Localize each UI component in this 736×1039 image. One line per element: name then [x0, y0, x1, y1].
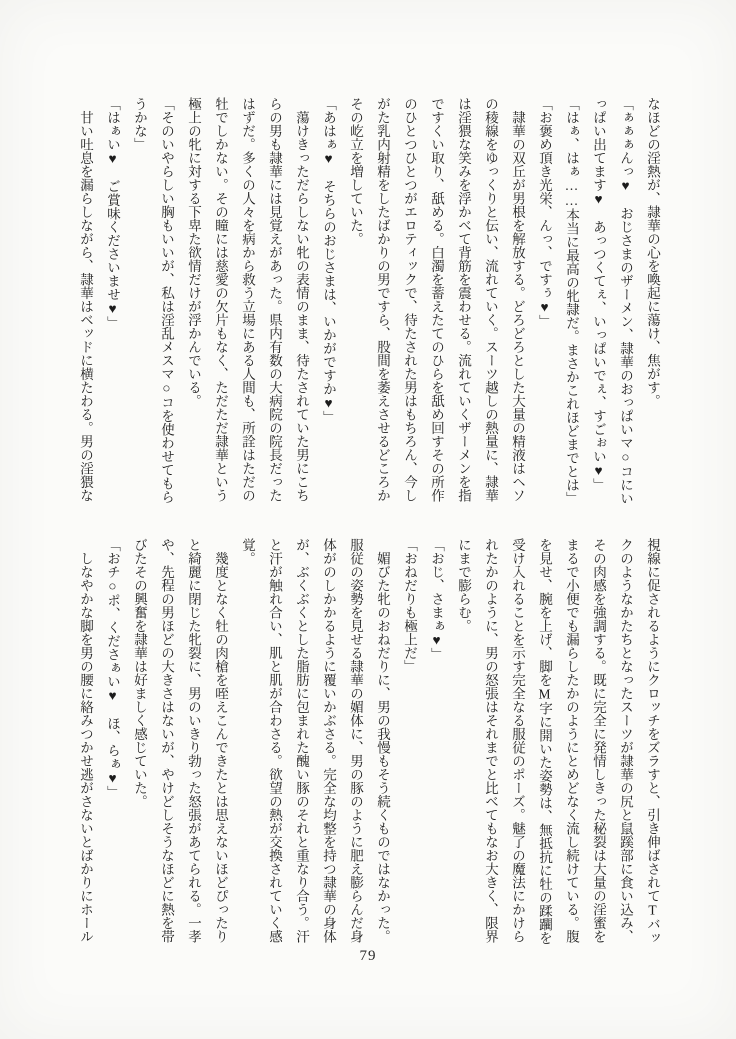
text-line: はずだ。多くの人々を病から救う立場にある人間も、所詮はただの — [240, 97, 255, 502]
text-line: 「ぁぁぁんっ♥ おじさまのザーメン、隷華のおっぱいマ○コにい — [618, 97, 633, 505]
text-line: 牡でしかない。その瞳には慈愛の欠片もなく、ただただ隷華という — [213, 97, 228, 502]
text-block-lower — [70, 538, 666, 946]
text-line: は淫猥な笑みを浮かべて背筋を震わせる。流れていくザーメンを指 — [456, 97, 471, 502]
text-line: なほどの淫熱が、隷華の心を喚起に蕩け、焦がす。 — [645, 97, 660, 408]
text-line: その肉感を強調する。既に完全に発情しきった秘裂は大量の淫蜜を — [591, 538, 606, 943]
text-line: まるで小便でも漏らしたかのようにとめどなく流し続けている。腹 — [564, 538, 579, 943]
text-line: 「はぁい♥ ご賞味くださいませ♥」 — [105, 97, 120, 330]
text-line: 「お褒め頂き光栄、んっ、ですぅ♥」 — [537, 97, 552, 328]
text-line: クのようなかたちとなったスーツが隷華の尻と鼠蹊部に食い込み、 — [618, 538, 633, 943]
text-line: 幾度となく牡の肉槍を咥えこんできたとは思えないほどぴったり — [213, 538, 228, 943]
text-line: うかな」 — [132, 97, 147, 151]
text-line: 視線に促されるようにクロッチをズラすと、引き伸ばされてTバッ — [645, 538, 660, 945]
text-line: 受け入れることを示す完全なる服従のポーズ。魅了の魔法にかけら — [510, 538, 525, 943]
text-line: 媚びた牝のおねだりに、男の我慢もそう続くものではなかった。 — [375, 538, 390, 943]
text-line: びたその興奮を隷華は好ましく感じていた。 — [132, 538, 147, 808]
text-line: 蕩けきっただらしない牝の表情のまま、待たされていた男にこち — [294, 97, 309, 502]
text-line: と綺麗に閉じた牝裂に、男のいきり勃った怒張があてられる。一孝 — [186, 538, 201, 943]
text-line: 極上の牝に対する下卑た欲情だけが浮かんでいる。 — [186, 97, 201, 408]
text-line: のひとつひとつがエロティックで、待たされた男はもちろん、今し — [402, 97, 417, 502]
text-line: を見せ、腕を上げ、脚をM字に開いた姿勢は、無抵抗に牡の蹂躙を — [537, 538, 552, 945]
text-line: 覚。 — [240, 538, 255, 565]
text-line: 服従の姿勢を見せる隷華の媚体に、男の豚のように肥え膨らんだ身 — [348, 538, 363, 943]
text-line: れたかのように、男の怒張はそれまでと比べてもなお大きく、限界 — [483, 538, 498, 943]
text-line: 「そのいやらしい胸もいいが、私は淫乱メスマ○コを使わせてもら — [159, 97, 174, 504]
text-line: が、ぶくぶくとした脂肪に包まれた醜い豚のそれと重なり合う。汗 — [294, 538, 309, 943]
text-line: と汗が触れ合い、肌と肌が合わさる。欲望の熱が交換されていく感 — [267, 538, 282, 943]
text-line: 「おじ、さまぁ♥」 — [429, 538, 444, 661]
text-line: ですくい取り、舐める。白濁を蓄えたてのひらを舐め回すその所作 — [429, 97, 444, 502]
text-line: 隷華の双丘が男根を解放する。どろどろとした大量の精液はヘソ — [510, 97, 525, 502]
text-line: その屹立を増していた。 — [348, 97, 363, 246]
text-line: らの男も隷華には見覚えがあった。県内有数の大病院の院長だった — [267, 97, 282, 502]
text-line: しなやかな脚を男の腰に絡みつかせ逃がさないとばかりにホール — [78, 538, 93, 943]
text-line: 「はぁ、はぁ……本当に最高の牝隷だ。まさかこれほどまでとは」 — [564, 97, 579, 505]
text-block-upper — [70, 97, 666, 505]
text-line: 体がのしかかるように覆いかぶさる。完全な均整を持つ隷華の身体 — [321, 538, 336, 943]
text-line: や、先程の男ほどの大きさはないが、やけどしそうなほどに熱を帯 — [159, 538, 174, 943]
text-line: 「おねだりも極上だ」 — [402, 538, 417, 673]
text-line: の稜線をゆっくりと伝い、流れていく。スーツ越しの熱量に、隷華 — [483, 97, 498, 502]
text-line: っぱい出てます♥ あっつくてぇ、いっぱいでぇ、すごぉい♥」 — [591, 97, 606, 492]
text-line: にまで膨らむ。 — [456, 538, 471, 633]
text-line: 「おチ○ポ、くださぁい♥ ほ、らぁ♥」 — [105, 538, 120, 799]
page-number: 79 — [359, 948, 377, 964]
text-line: 甘い吐息を漏らしながら、隷華はベッドに横たわる。男の淫猥な — [78, 97, 93, 502]
text-line: がた乳内射精をしたばかりの男ですら、股間を萎えさせるどころか — [375, 97, 390, 502]
text-line: 「あはぁ♥ そちらのおじさまは、いかがですか♥」 — [321, 97, 336, 424]
